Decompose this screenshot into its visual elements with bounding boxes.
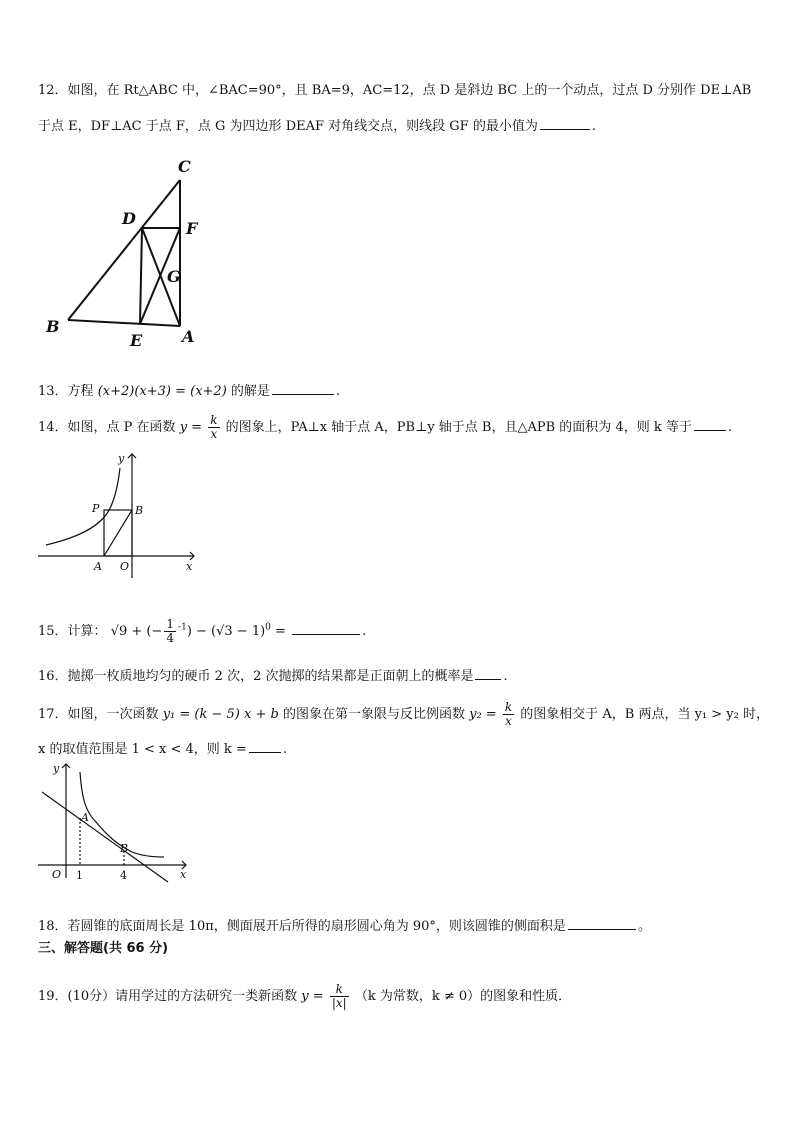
answer-blank-q14[interactable] (694, 416, 726, 431)
q15-prefix: 15．计算： (38, 624, 107, 639)
answer-blank-q16[interactable] (475, 665, 501, 680)
q17-mid: 的图象在第一象限与反比例函数 (282, 707, 465, 722)
q16-end: . (503, 669, 508, 684)
q15-exp-neg1: -1 (178, 622, 187, 633)
q13-equation: (x+2)(x+3) = (x+2) (97, 384, 227, 399)
label-e: E (130, 331, 143, 350)
q17-figure (36, 760, 196, 885)
label-y: y (118, 452, 125, 465)
q19-fraction (330, 983, 349, 1010)
label-a: A (94, 560, 102, 573)
q12-end: . (591, 119, 596, 134)
segment-ba (68, 320, 180, 326)
q15-frac-den: 4 (166, 631, 175, 645)
q17-frac-den: x (505, 714, 512, 728)
label-x: x (186, 560, 193, 573)
segment-de (140, 228, 142, 324)
q14-frac-den: x (210, 427, 218, 441)
label-p: P (92, 502, 100, 515)
q19-frac-den: |x| (331, 996, 347, 1010)
q18-line (38, 915, 651, 936)
label-o: O (52, 868, 62, 881)
segment-bc (68, 180, 180, 320)
tick-label-4: 4 (120, 869, 127, 882)
q14-line (38, 414, 732, 441)
q15-frac-num: 1 (166, 617, 175, 631)
label-x: x (180, 868, 187, 881)
q15-expr-1: √9 + ( (110, 624, 152, 639)
answer-blank-q12[interactable] (540, 115, 590, 130)
label-y: y (53, 762, 60, 775)
label-o: O (120, 560, 130, 573)
q19-prefix: 19．(10分）请用学过的方法研究一类新函数 (38, 989, 298, 1004)
q14-end: . (727, 420, 732, 435)
q17-end: . (282, 742, 287, 757)
label-b: B (120, 842, 129, 855)
segment-ab (104, 510, 132, 556)
answer-blank-q18[interactable] (568, 915, 636, 930)
label-c: C (178, 157, 191, 176)
label-d: D (122, 209, 136, 228)
q17-line2 (38, 738, 287, 759)
section-title: 三、解答题(共 66 分) (38, 941, 169, 956)
label-b: B (46, 317, 60, 336)
answer-blank-q15[interactable] (292, 620, 360, 635)
label-a: A (182, 327, 195, 346)
q13-end: . (335, 384, 341, 399)
q17-linear-function: y₁ = (k − 5) x + b (162, 707, 279, 722)
q17-frac-num: k (504, 700, 513, 714)
q19-frac-num: k (330, 983, 349, 997)
q12-text-1: 12．如图，在 Rt△ABC 中，∠BAC=90°，且 BA=9，AC=12，点 D 是斜边 BC 上的一个动点，过点 D 分别作 DE⊥AB (38, 83, 752, 98)
q14-figure (36, 450, 201, 580)
q17-prefix: 17．如图，一次函数 (38, 707, 159, 722)
q19-line (38, 983, 571, 1010)
label-f: F (186, 219, 198, 238)
q15-end: . (362, 624, 367, 639)
q15-expr-2: ) − (√3 − 1) (186, 624, 266, 639)
q15-fraction (164, 618, 176, 645)
q15-eq: = (270, 624, 286, 639)
q14-suffix: 的图象上，PA⊥x 轴于点 A，PB⊥y 轴于点 B，且△APB 的面积为 4，则 k 等于 (225, 420, 692, 435)
q13-line (38, 380, 340, 401)
label-b: B (135, 504, 144, 517)
q12-line1 (38, 82, 751, 100)
q17-line1 (38, 701, 769, 728)
q15-exp-0: 0 (265, 622, 271, 633)
q17-y2-lhs: y₂ = (469, 707, 497, 722)
q19-func-lhs: y = (301, 989, 324, 1004)
q12-line2 (38, 115, 596, 136)
q18-text: 18．若圆锥的底面周长是 10π，侧面展开后所得的扇形圆心角为 90°，则该圆锥的侧面积是 (38, 919, 566, 934)
label-a: A (81, 811, 89, 824)
q16-text: 16．抛掷一枚质地均匀的硬币 2 次，2 次抛掷的结果都是正面朝上的概率是 (38, 669, 474, 684)
q14-frac-num: k (210, 413, 218, 427)
q17-fraction (503, 701, 514, 728)
q14-prefix: 14．如图，点 P 在函数 (38, 420, 176, 435)
q12-text-2: 于点 E，DF⊥AC 于点 F，点 G 为四边形 DEAF 对角线交点，则线段 GF 的最小值为 (38, 119, 538, 134)
q14-func-lhs: y = (179, 420, 203, 435)
answer-blank-q13[interactable] (272, 380, 334, 395)
section-heading (38, 940, 168, 958)
q19-suffix: （k 为常数，k ≠ 0）的图象和性质． (354, 989, 572, 1004)
q13-suffix: 的解是 (230, 384, 270, 399)
answer-blank-q17[interactable] (249, 738, 281, 753)
q12-figure (38, 152, 218, 352)
q14-fraction (208, 414, 219, 441)
q13-prefix: 13．方程 (38, 384, 94, 399)
tick-label-1: 1 (76, 869, 83, 882)
q15-neg: − (151, 624, 163, 639)
q15-line (38, 618, 366, 645)
q18-end: 。 (637, 919, 651, 934)
q16-line (38, 665, 508, 686)
q17-suffix: 的图象相交于 A，B 两点，当 y₁ > y₂ 时， (520, 707, 769, 722)
label-g: G (167, 267, 181, 286)
q17-range-text: x 的取值范围是 1 < x < 4，则 k = (38, 742, 247, 757)
hyperbola-curve (46, 468, 120, 545)
